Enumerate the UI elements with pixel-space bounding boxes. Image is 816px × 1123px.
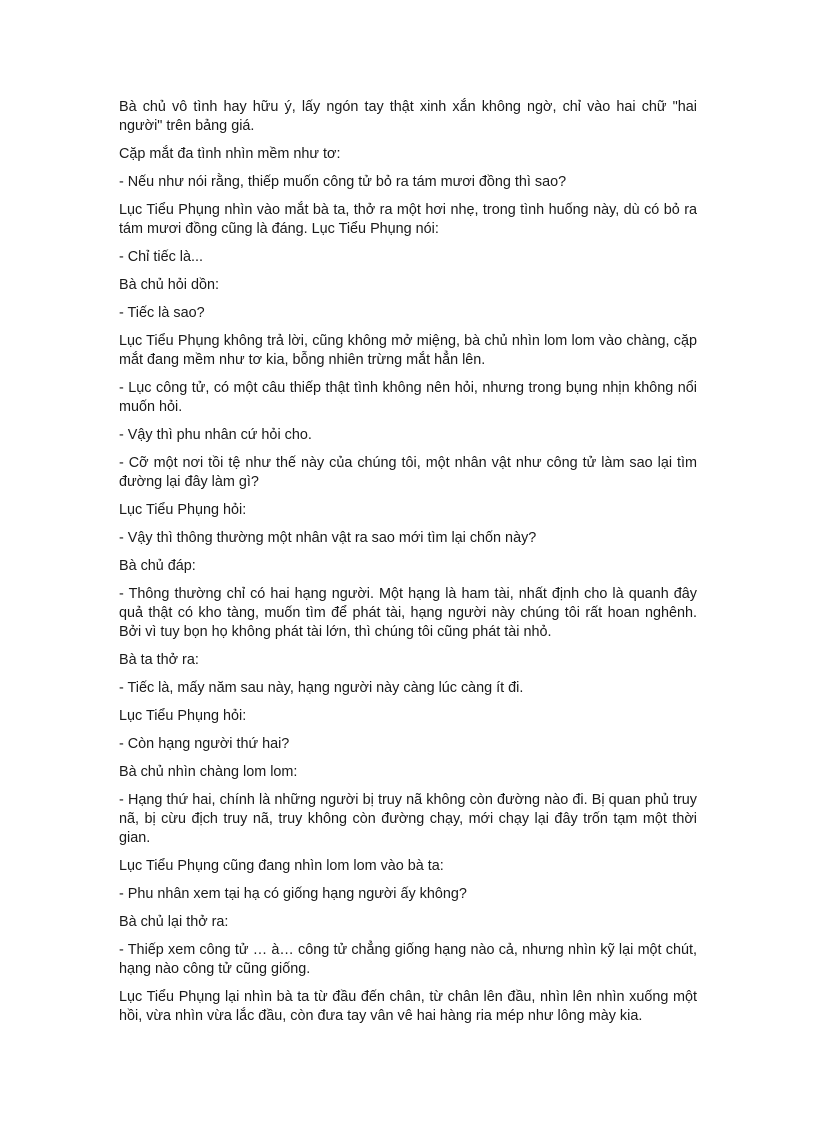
- paragraph: Bà chủ hỏi dồn:: [119, 277, 220, 293]
- paragraph: Bà chủ đáp:: [119, 558, 196, 574]
- paragraph: - Chỉ tiếc là...: [119, 249, 203, 265]
- paragraph: - Vậy thì thông thường một nhân vật ra sao mới tìm lại chốn này?: [119, 530, 537, 546]
- paragraph: - Phu nhân xem tại hạ có giống hạng người ấy không?: [119, 886, 467, 902]
- paragraph: Lục Tiểu Phụng nhìn vào mắt bà ta, thở ra một hơi nhẹ, trong tình huống này, dù có bỏ ra tám mươi đồng cũng là đáng. Lục Tiểu Phụng nói:: [119, 202, 697, 237]
- paragraph: - Cỡ một nơi tồi tệ như thế này của chúng tôi, một nhân vật như công tử làm sao lại tìm đường lại đây làm gì?: [119, 455, 697, 490]
- paragraph: - Tiếc là sao?: [119, 305, 205, 321]
- paragraph: Lục Tiểu Phụng lại nhìn bà ta từ đầu đến chân, từ chân lên đầu, nhìn lên nhìn xuống một hồi, vừa nhìn vừa lắc đầu, còn đưa tay vân vê hai hàng ria mép như lông mày kia.: [119, 989, 697, 1024]
- paragraph: - Còn hạng người thứ hai?: [119, 736, 290, 752]
- paragraph: Lục Tiểu Phụng hỏi:: [119, 502, 247, 518]
- paragraph: - Lục công tử, có một câu thiếp thật tình không nên hỏi, nhưng trong bụng nhịn không nổi muốn hỏi.: [119, 380, 697, 415]
- paragraph: - Nếu như nói rằng, thiếp muốn công tử bỏ ra tám mươi đồng thì sao?: [119, 174, 567, 190]
- paragraph: - Thông thường chỉ có hai hạng người. Một hạng là ham tài, nhất định cho là quanh đây quả thật có kho tàng, muốn tìm để phát tài, hạng người này chúng tôi rất hoan nghênh. Bởi vì tuy bọn họ không phát tài lớn, thì chúng tôi cũng phát tài nhỏ.: [119, 586, 697, 640]
- paragraph: Bà chủ lại thở ra:: [119, 914, 229, 930]
- paragraph: Lục Tiểu Phụng hỏi:: [119, 708, 247, 724]
- paragraph: Bà ta thở ra:: [119, 652, 199, 668]
- paragraph: - Vậy thì phu nhân cứ hỏi cho.: [119, 427, 312, 443]
- document-page: [119, 98, 697, 1035]
- paragraph: Bà chủ vô tình hay hữu ý, lấy ngón tay thật xinh xắn không ngờ, chỉ vào hai chữ "hai người" trên bảng giá.: [119, 99, 697, 134]
- paragraph: Lục Tiểu Phụng cũng đang nhìn lom lom vào bà ta:: [119, 858, 444, 874]
- paragraph: - Tiếc là, mấy năm sau này, hạng người này càng lúc càng ít đi.: [119, 680, 524, 696]
- paragraph: Lục Tiểu Phụng không trả lời, cũng không mở miệng, bà chủ nhìn lom lom vào chàng, cặp mắt đang mềm như tơ kia, bỗng nhiên trừng mắt hẳn lên.: [119, 333, 697, 368]
- paragraph: - Thiếp xem công tử … à… công tử chẳng giống hạng nào cả, nhưng nhìn kỹ lại một chút, hạng nào công tử cũng giống.: [119, 942, 697, 977]
- paragraph: - Hạng thứ hai, chính là những người bị truy nã không còn đường nào đi. Bị quan phủ truy nã, bị cừu địch truy nã, truy không còn đường chạy, mới chạy lại đây trốn tạm một thời gian.: [119, 792, 697, 846]
- paragraph: Bà chủ nhìn chàng lom lom:: [119, 764, 298, 780]
- paragraph: Cặp mắt đa tình nhìn mềm như tơ:: [119, 146, 341, 162]
